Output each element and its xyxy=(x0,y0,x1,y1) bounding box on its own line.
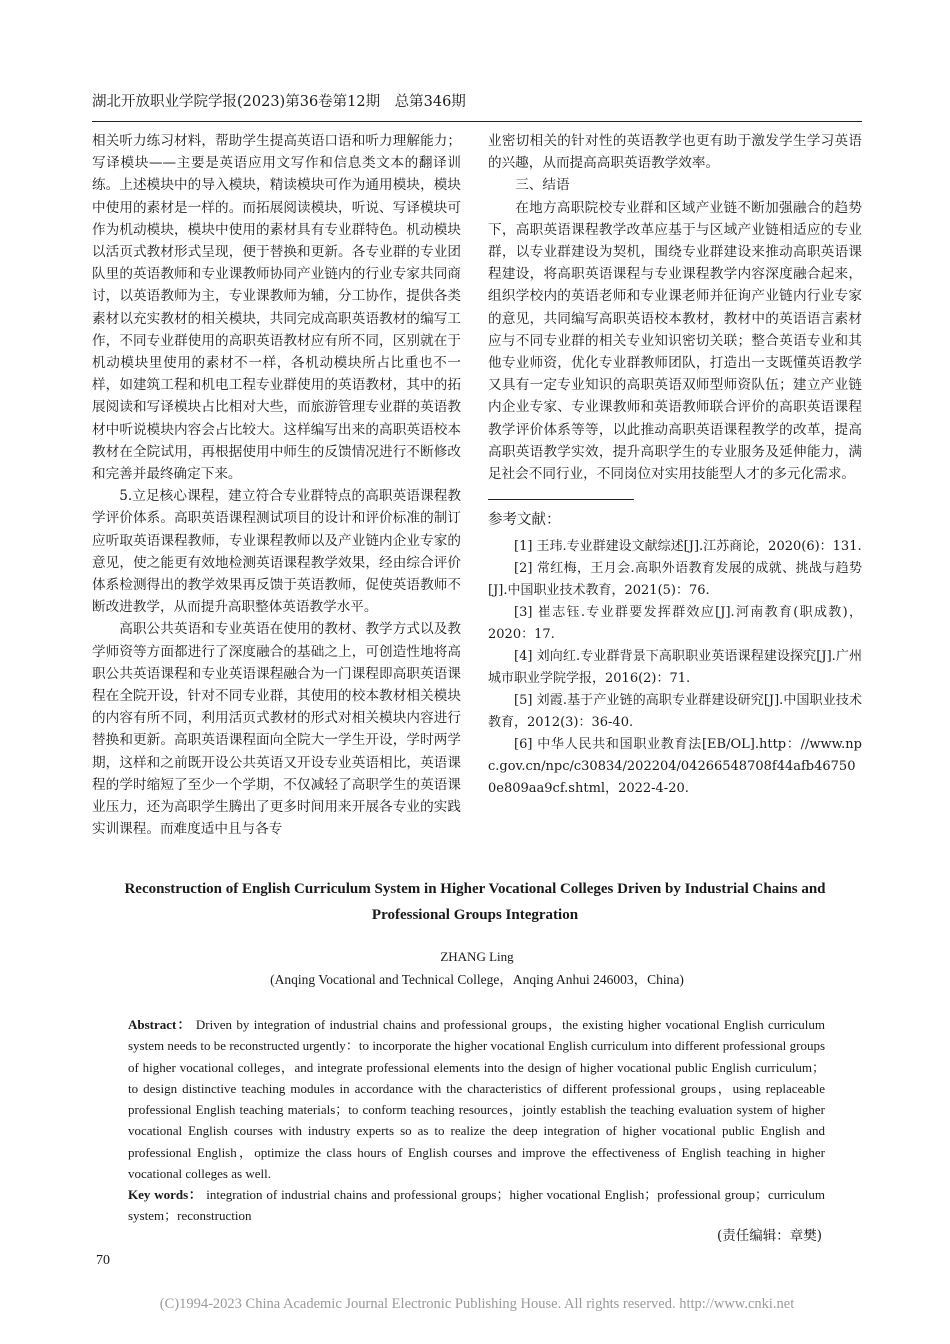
section-heading: 三、结语 xyxy=(515,177,570,194)
abstract-text: Driven by integration of industrial chains and professional groups，the existing higher vocational English curriculum system needs to be reconstructed urgently：to incorporate the higher vocational English curriculum into different professional groups of higher vocational colleges，and integrate professional elements into the design of higher vocational public English curriculum；to design distinctive teaching modules in accordance with the characteristics of different professional groups，using replaceable professional English teaching materials；to conform teaching resources，jointly establish the teaching evaluation system of higher vocational English courses with industry experts so as to realize the deep integration of higher vocational public English and professional English，optimize the class hours of English courses and improve the effectiveness of English teaching in higher vocational colleges as well. xyxy=(128,1017,825,1182)
body-paragraph: 高职公共英语和专业英语在使用的教材、教学方式以及教学师资等方面都进行了深度融合的基础之上，可创造性地将高职公共英语课程和专业英语课程融合为一门课程即高职英语课程在全院开设，针对不同专业群，其使用的校本教材相关模块的内容有所不同，利用活页式教材的形式对相关模块内容进行替换和更新。高职英语课程面向全院大一学生开设，学时两学期，这样和之前既开设公共英语又开设专业英语相比，英语课程的学时缩短了至少一个学期，不仅减轻了高职学生的英语课业压力，还为高职学生腾出了更多时间用来开展各专业的实践实训课程。而难度适中且与各专 xyxy=(92,621,461,838)
english-keywords xyxy=(128,1184,825,1227)
english-title: Reconstruction of English Curriculum System in Higher Vocational Colleges Driven by Industrial Chains and Professional Groups Integration xyxy=(124,881,826,923)
page-number: 70 xyxy=(96,1253,110,1268)
responsible-editor: (责任编辑：章樊) xyxy=(716,1228,822,1244)
reference-item: [1] 王玮.专业群建设文献综述[J].江苏商论，2020(6)：131. xyxy=(514,539,862,555)
right-column xyxy=(488,130,862,800)
conclusion-paragraph: 在地方高职院校专业群和区域产业链不断加强融合的趋势下，高职英语课程教学改革应基于与区域产业链相适应的专业群，以专业群建设为契机，围绕专业群建设来推动高职英语课程建设，将高职英语课程与专业课程教学内容深度融合起来，组织学校内的英语老师和专业课老师并征询产业链内行业专家的意见，共同编写高职英语校本教材，教材中的英语语言素材应与不同专业群的相关专业知识密切关联；整合英语专业和其他专业师资，优化专业群教师团队，打造出一支既懂英语教学又具有一定专业知识的高职英语双师型师资队伍；建立产业链内企业专家、专业课教师和英语教师联合评价的高职英语课程教学评价体系等等，以此推动高职英语课程教学的改革，提高高职英语教学实效，提升高职学生的专业服务及延伸能力，满足社会不同行业，不同岗位对实用技能型人才的多元化需求。 xyxy=(488,199,862,483)
references-title: 参考文献： xyxy=(488,512,561,529)
english-abstract xyxy=(128,1014,825,1184)
body-paragraph: 5.立足核心课程，建立符合专业群特点的高职英语课程教学评价体系。高职英语课程测试项目的设计和评价标准的制订应听取英语课程教师，专业课程教师以及产业链内企业专家的意见，使之能更有效地检测英语课程教学效果，经由综合评价体系检测得出的教学效果再反馈于英语教师，促使英语教师不断改进教学，从而提升高职整体英语教学水平。 xyxy=(92,488,461,616)
reference-item: [6] 中华人民共和国职业教育法[EB/OL].http：//www.npc.gov.cn/npc/c30834/202204/04266548708f44afb467500e809aa9cf.shtml，2022-4-20. xyxy=(488,737,862,797)
english-author: ZHANG Ling xyxy=(440,949,514,964)
copyright-footer: (C)1994-2023 China Academic Journal Electronic Publishing House. All rights reserved. http://www.cnki.net xyxy=(159,1296,795,1312)
reference-item: [3] 崔志钰.专业群要发挥群效应[J].河南教育(职成教)，2020：17. xyxy=(488,605,862,643)
keywords-text: integration of industrial chains and professional groups；higher vocational English；professional group；curriculum system；reconstruction xyxy=(128,1187,825,1224)
header-divider xyxy=(92,121,862,122)
reference-item: [5] 刘霞.基于产业链的高职专业群建设研究[J].中国职业技术教育，2012(3)：36-40. xyxy=(488,693,862,731)
body-paragraph: 业密切相关的针对性的英语教学也更有助于激发学生学习英语的兴趣，从而提高高职英语教学效率。 xyxy=(488,133,862,172)
reference-item: [4] 刘向红.专业群背景下高职职业英语课程建设探究[J].广州城市职业学院学报，2016(2)：71. xyxy=(488,649,862,687)
references-divider xyxy=(488,499,634,500)
keywords-label: Key words： xyxy=(128,1187,203,1202)
body-paragraph: 相关听力练习材料，帮助学生提高英语口语和听力理解能力；写译模块——主要是英语应用文写作和信息类文本的翻译训练。上述模块中的导入模块，精读模块可作为通用模块，模块中使用的素材是一样的。而拓展阅读模块，听说、写译模块可作为机动模块，模块中使用的素材具有专业群特色。机动模块以活页式教材形式呈现，便于替换和更新。各专业群的专业团队里的英语教师和专业课教师协同产业链内的行业专家共同商讨，以英语教师为主，专业课教师为辅，分工协作，提供各类素材以充实教材的相关模块，共同完成高职英语教材的编写工作，不同专业群使用的高职英语教材应有所不同，区别就在于机动模块里使用的素材不一样，各机动模块所占比重也不一样，如建筑工程和机电工程专业群使用的英语教材，其中的拓展阅读和写译模块占比相对大些，而旅游管理专业群的英语教材中听说模块内容会占比较大。这样编写出来的高职英语校本教材在全院试用，再根据使用中师生的反馈情况进行不断修改和完善并最终确定下来。 xyxy=(92,133,461,483)
english-affiliation: (Anqing Vocational and Technical College，Anqing Anhui 246003，China) xyxy=(270,972,684,987)
abstract-label: Abstract： xyxy=(128,1017,192,1032)
journal-header: 湖北开放职业学院学报(2023)第36卷第12期 总第346期 xyxy=(92,94,466,110)
reference-item: [2] 常红梅，王月会.高职外语教育发展的成就、挑战与趋势[J].中国职业技术教育，2021(5)：76. xyxy=(488,561,862,599)
left-column xyxy=(92,130,461,841)
